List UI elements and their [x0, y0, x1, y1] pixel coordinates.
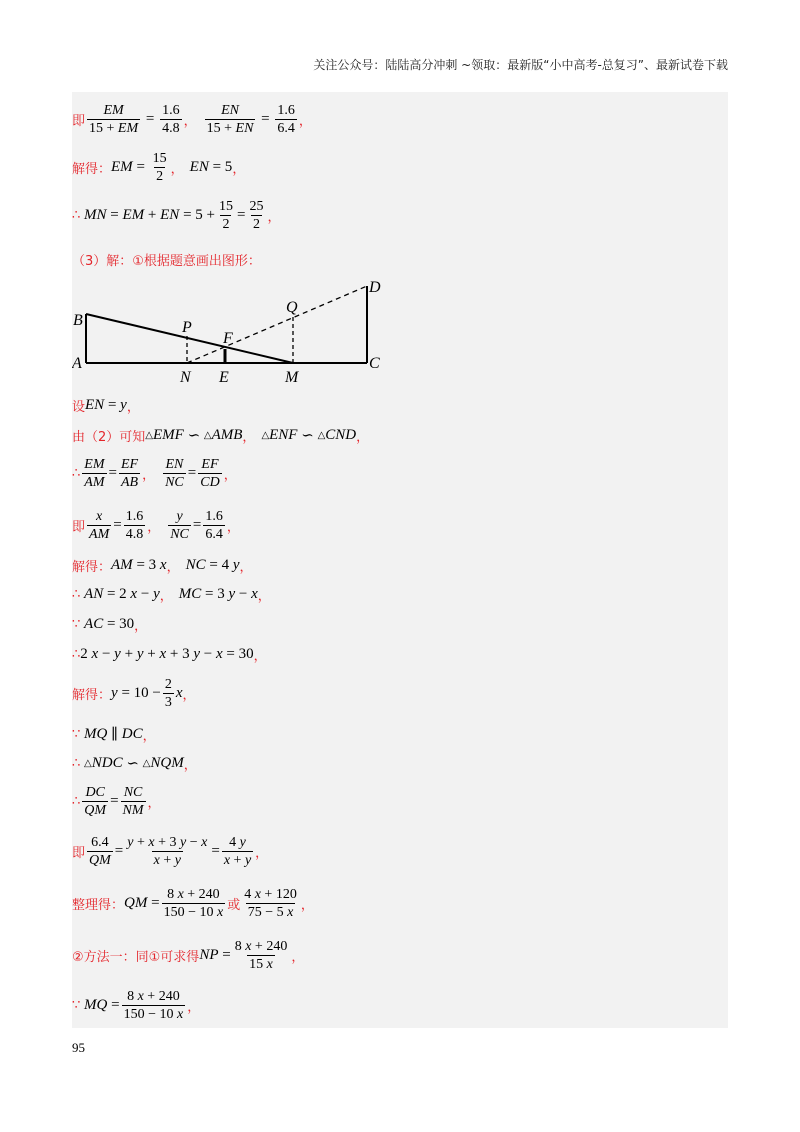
label-a: A	[72, 355, 82, 372]
label-e: E	[219, 369, 229, 386]
mq-parallel-dc: ∵ MQ ∥ DC ，	[72, 726, 156, 744]
label-q: Q	[286, 299, 298, 316]
page-number: 95	[72, 1040, 85, 1055]
label-n: N	[180, 369, 191, 386]
mn-result: ∴ MN = EM + EN = 5 + $\frac{15}{2}$ = $\frac{25}{2}$ ，	[72, 199, 281, 232]
label-f: F	[223, 330, 233, 347]
ratio-dc-qm: ∴ $\frac{DC}{QM}$ = $\frac{NC}{NM}$ ，	[72, 785, 161, 818]
label-b: B	[73, 312, 83, 329]
page-header: 关注公众号：陆陆高分冲刺 ~领取：最新版“小中高考-总复习”、最新试卷下载	[313, 58, 728, 72]
solution-content	[72, 92, 728, 1028]
solve-em-en: 解得： EM = $\frac{15}{2}$ ， EN = 5 ，	[72, 151, 246, 184]
similar-triangles-1: 由（2）可知 △ EMF ∽ △ AMB ， △ ENF ∽ △ CND ，	[72, 427, 370, 445]
similar-triangles-2: ∴ △ NDC ∽ △ NQM ，	[72, 755, 197, 773]
ac-value: ∵ AC = 30 ，	[72, 616, 148, 634]
ratio-substitution: 即 $\frac{6.4}{QM}$ = $\frac{y + x + 3 y - x}{x + y}$ = $\frac{4 y}{x + y}$ ，	[72, 835, 269, 868]
equation-ratio-1: 即 $\frac{EM}{15 + EM}$ = $\frac{1.6}{4.8}$ ， $\frac{EN}{15 + EN}$ = $\frac{1.6}{6.4}$ ，	[72, 103, 312, 136]
label-d: D	[369, 279, 381, 296]
solve-y: 解得： y = 10 − $\frac{2}{3}$ x ，	[72, 677, 196, 710]
part-3-heading: （3）解：①根据题意画出图形：	[72, 254, 261, 269]
ratios-xy: 即 $\frac{x}{AM}$ = $\frac{1.6}{4.8}$ ， $\frac{y}{NC}$ = $\frac{1.6}{6.4}$ ，	[72, 509, 240, 542]
qm-result: 整理得： QM = $\frac{8 x + 240}{150 - 10 x}$ 或 $\frac{4 x + 120}{75 - 5 x}$ ，	[72, 887, 314, 920]
ratios-ef: ∴ $\frac{EM}{AM}$ = $\frac{EF}{AB}$ ， $\frac{EN}{NC}$ = $\frac{EF}{CD}$ ，	[72, 457, 237, 490]
mq-expression: ∵ MQ = $\frac{8 x + 240}{150 - 10 x}$ ，	[72, 989, 201, 1022]
label-p: P	[182, 319, 192, 336]
sum-equation: ∴ 2 x − y + y + x + 3 y − x = 30 ，	[72, 646, 267, 664]
method-1-np: ②方法一：同①可求得 NP = $\frac{8 x + 240}{15 x}$ ，	[72, 939, 305, 972]
an-mc: ∴ AN = 2 x − y ， MC = 3 y − x ，	[72, 586, 271, 604]
solve-am-nc: 解得： AM = 3 x ， NC = 4 y ，	[72, 557, 253, 575]
label-c: C	[369, 355, 380, 372]
set-en-y: 设 EN = y ，	[72, 397, 140, 415]
geometry-diagram	[72, 278, 402, 388]
label-m: M	[285, 369, 299, 386]
